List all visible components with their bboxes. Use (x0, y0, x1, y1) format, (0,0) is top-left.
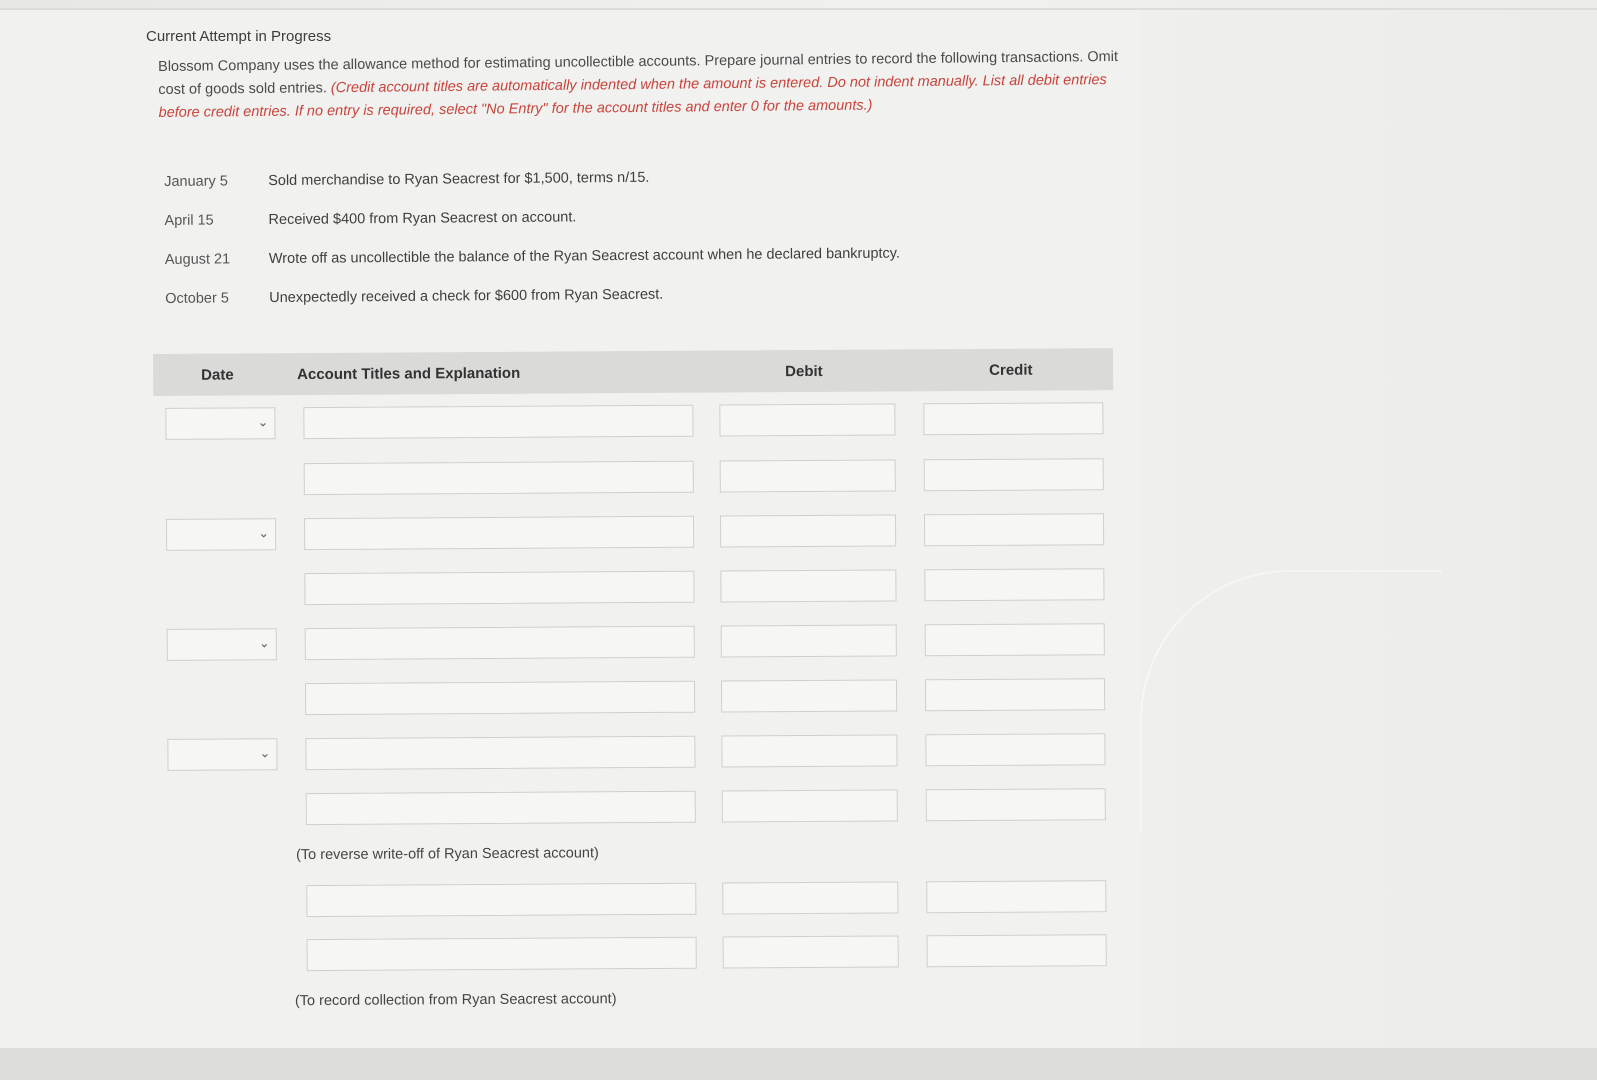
date-column-header: Date (201, 366, 234, 384)
credit-input[interactable] (927, 934, 1107, 967)
date-select[interactable] (165, 407, 275, 440)
date-select[interactable] (167, 628, 277, 661)
table-header (153, 348, 1113, 396)
account-title-input[interactable] (307, 937, 697, 971)
transaction-date: August 21 (164, 250, 231, 268)
transaction-list (160, 154, 1061, 318)
chevron-down-icon: ⌄ (259, 745, 271, 761)
debit-input[interactable] (722, 789, 898, 822)
debit-input[interactable] (721, 679, 897, 712)
credit-input[interactable] (926, 880, 1106, 913)
entry-explanation: (To reverse write-off of Ryan Seacrest account) (296, 845, 599, 864)
account-title-input[interactable] (304, 461, 694, 495)
date-select[interactable] (167, 738, 277, 771)
date-select[interactable] (166, 518, 276, 551)
debit-input[interactable] (719, 403, 895, 436)
transaction-description: Received $400 from Ryan Seacrest on account. (268, 208, 577, 228)
credit-input[interactable] (924, 513, 1104, 546)
credit-input[interactable] (924, 458, 1104, 491)
account-title-input[interactable] (305, 736, 695, 770)
account-title-input[interactable] (306, 791, 696, 825)
debit-input[interactable] (720, 514, 896, 547)
debit-input[interactable] (722, 881, 898, 914)
account-title-input[interactable] (303, 405, 693, 439)
entry-explanation: (To record collection from Ryan Seacrest account) (294, 991, 617, 1010)
credit-column-header: Credit (989, 361, 1033, 379)
transaction-description: Unexpectedly received a check for $600 from Ryan Seacrest. (269, 286, 664, 306)
account-title-input[interactable] (304, 516, 694, 550)
debit-input[interactable] (721, 734, 897, 767)
journal-entry-table (153, 348, 1117, 1044)
account-title-input[interactable] (305, 626, 695, 660)
debit-input[interactable] (720, 459, 896, 492)
credit-input[interactable] (924, 568, 1104, 601)
bottom-bar (0, 1048, 1597, 1080)
credit-input[interactable] (923, 402, 1103, 435)
transaction-description: Sold merchandise to Ryan Seacrest for $1,500, terms n/15. (268, 169, 650, 189)
transaction-description: Wrote off as uncollectible the balance of the Ryan Seacrest account when he declared bankruptcy. (268, 245, 901, 267)
transaction-date: April 15 (164, 212, 214, 229)
account-title-input[interactable] (306, 883, 696, 917)
instructions-highlight: (Credit account titles are automatically indented when the amount is entered. Do not indent manually. List all debit entries before credit entries. If no entry is required, select "No Entry" for the account titles and enter 0 for the amounts.) (158, 72, 1107, 121)
account-column-header: Account Titles and Explanation (297, 364, 521, 384)
account-title-input[interactable] (304, 571, 694, 605)
chevron-down-icon: ⌄ (258, 635, 270, 651)
transaction-row (161, 271, 1061, 318)
debit-input[interactable] (720, 569, 896, 602)
attempt-status: Current Attempt in Progress (146, 28, 332, 45)
instructions (158, 46, 1119, 125)
instructions-text: Blossom Company uses the allowance method for estimating uncollectible accounts. Prepare journal entries to record the following transactions. Omit cost of goods sold entries. (158, 48, 1119, 98)
transaction-date: January 5 (164, 172, 228, 190)
debit-input[interactable] (723, 935, 899, 968)
credit-input[interactable] (925, 623, 1105, 656)
credit-input[interactable] (925, 733, 1105, 766)
credit-input[interactable] (926, 788, 1106, 821)
account-title-input[interactable] (305, 681, 695, 715)
debit-column-header: Debit (785, 362, 823, 381)
debit-input[interactable] (721, 624, 897, 657)
chevron-down-icon: ⌄ (257, 414, 269, 430)
transaction-date: October 5 (165, 289, 229, 307)
chevron-down-icon: ⌄ (258, 525, 270, 541)
credit-input[interactable] (925, 678, 1105, 711)
